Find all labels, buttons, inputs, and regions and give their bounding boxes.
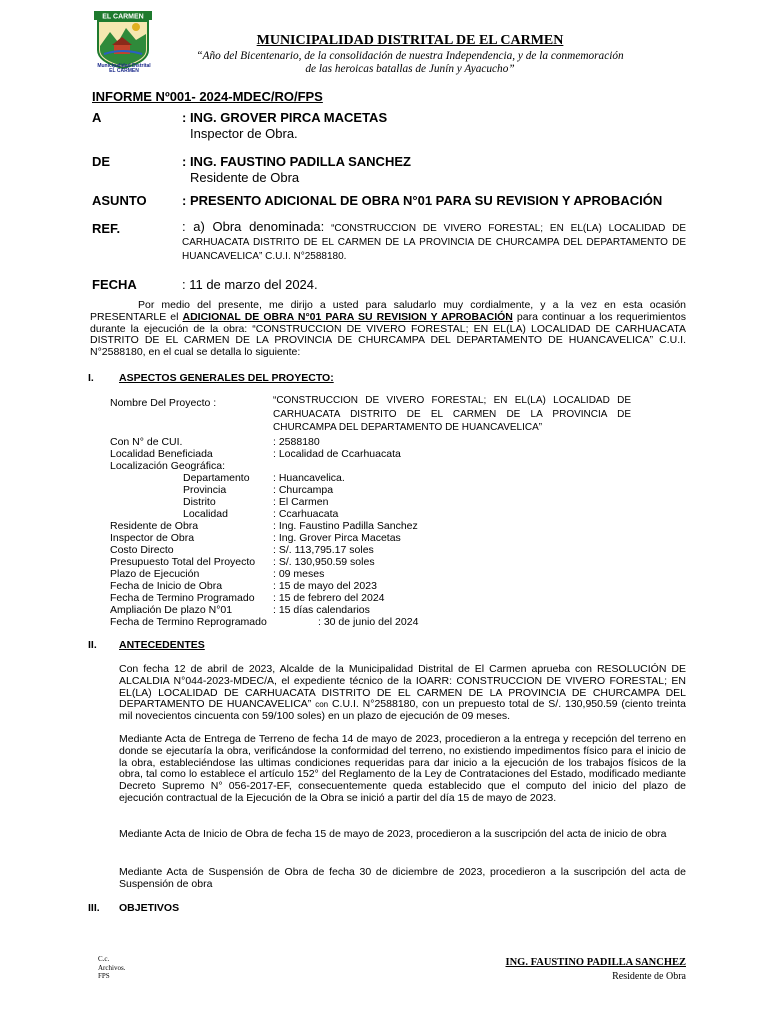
date-value: : 11 de marzo del 2024.: [182, 277, 318, 292]
detail-value: : Ccarhuacata: [273, 508, 339, 520]
detail-label: Distrito: [183, 496, 216, 508]
detail-value: : S/. 130,950.59 soles: [273, 556, 375, 568]
detail-value: : Huancavelica.: [273, 472, 345, 484]
document-header-motto: “Año del Bicentenario, de la consolidación de nuestra Independencia, y de la conmemoración de las heroicas batallas de Junín y Ayacucho”: [196, 50, 624, 75]
detail-label: Ampliación De plazo N°01: [110, 604, 233, 616]
detail-label: Fecha de Inicio de Obra: [110, 580, 223, 592]
detail-label: Localización Geográfica:: [110, 460, 225, 472]
section-2-title: ANTECEDENTES: [119, 639, 205, 651]
report-number: INFORME Nº001- 2024-MDEC/RO/FPS: [92, 89, 323, 104]
detail-label: Departamento: [183, 472, 250, 484]
intro-paragraph: Por medio del presente, me dirijo a usted para saludarlo muy cordialmente, y a la vez en esta ocasión PRESENTARLE el ADICIONAL DE OBRA N°01 PARA SU REVISION Y APROBACIÓN para continuar a los requerimientos durante la ejecución de la obra: “CONSTRUCCION DE VIVERO FORESTAL; EN EL(LA) LOCALIDAD DE CARHUACATA DISTRITO DE EL CARMEN DE LA PROVINCIA DE CHURCAMPA DEL DEPARTAMENTO DE HUANCAVELICA” C.U.I. N°2588180, en el cual se detalla lo siguiente:: [90, 299, 686, 359]
document-header-title: MUNICIPALIDAD DISTRITAL DE EL CARMEN: [256, 33, 564, 48]
detail-value: : Localidad de Ccarhuacata: [273, 448, 401, 460]
project-name-value: “CONSTRUCCION DE VIVERO FORESTAL; EN EL(LA) LOCALIDAD DE CARHUACATA DISTRITO DE EL CARMEN DE LA PROVINCIA DE CHURCAMPA DEL DEPARTAMENTO DE HUANCAVELICA”: [273, 395, 631, 433]
detail-value: : 09 meses: [273, 568, 325, 580]
detail-label: Costo Directo: [110, 544, 174, 556]
carbon-copy-note: C.c. Archivos. FPS: [98, 955, 126, 980]
detail-value: : 15 días calendarios: [273, 604, 370, 616]
date-label: FECHA: [92, 277, 137, 292]
from-label: DE: [92, 154, 111, 169]
detail-value: : Ing. Faustino Padilla Sanchez: [273, 520, 418, 532]
ref-value: : a) Obra denominada: “CONSTRUCCION DE VIVERO FORESTAL; EN EL(LA) LOCALIDAD DE CARHUACATA DISTRITO DE EL CARMEN DE LA PROVINCIA DE CHURCAMPA DEL DEPARTAMENTO DE HUANCAVELICA” C.U.I. N°2588180.: [182, 219, 687, 262]
detail-value: : Churcampa: [273, 484, 334, 496]
detail-value: : Ing. Grover Pirca Macetas: [273, 532, 401, 544]
section-1-number: I.: [88, 372, 94, 384]
background-paragraph-1: Con fecha 12 de abril de 2023, Alcalde de la Municipalidad Distrital de El Carmen aprueba con RESOLUCIÓN DE ALCALDIA N°044-2023-MDEC/A, el expediente técnico de la IOARR: CONSTRUCCION DE VIVERO FORESTAL; EN EL(LA) LOCALIDAD DE CARHUACATA DISTRITO DE EL CARMEN DE LA PROVINCIA DE CHURCAMPA DEL DEPARTAMENTO DE HUANCAVELICA” con C.U.I. N°2588180, con un prepuesto total de S/. 130,950.59 (ciento treinta mil novecientos cincuenta con 59/100 soles) en un plazo de ejecución de 09 meses.: [119, 663, 686, 723]
section-1-title: ASPECTOS GENERALES DEL PROYECTO:: [119, 372, 334, 384]
background-paragraph-4: Mediante Acta de Suspensión de Obra de fecha 30 de diciembre de 2023, procedieron a la suscripción del acta de Suspensión de obra: [119, 866, 686, 890]
from-role: Residente de Obra: [190, 170, 300, 185]
section-3-title: OBJETIVOS: [119, 902, 180, 914]
background-paragraph-2: Mediante Acta de Entrega de Terreno de fecha 14 de mayo de 2023, procedieron a la entrega y recepción del terreno en donde se ejecutaría la obra, verificándose la conformidad del terreno, no existiendo impedimentos físico para el inicio de la obra, estableciéndose las ultimas condiciones requeridas para dar inicio a la ejecución de los trabajos físicos de la obra, tal como lo establece el artículo 152° del Reglamento de la Ley de Contrataciones del Estado, modificado mediante Decreto Supremo N° 056-2017-EF, consecuentemente queda establecido que el computo del inicio del plazo de ejecución contractual de la Ejecución de la Obra se inició a partir del día 15 de mayo de 2023.: [119, 733, 686, 804]
logo-caption: Municipalidad Distrital EL CARMEN: [97, 63, 151, 74]
to-label: A: [92, 110, 102, 125]
detail-label: Provincia: [183, 484, 227, 496]
detail-label: Residente de Obra: [110, 520, 199, 532]
signature-role: Residente de Obra: [612, 971, 686, 982]
detail-value: : 15 de febrero del 2024: [273, 592, 385, 604]
subject-value: : PRESENTO ADICIONAL DE OBRA N°01 PARA SU REVISION Y APROBACIÓN: [182, 193, 663, 208]
detail-value: : S/. 113,795.17 soles: [273, 544, 374, 556]
background-paragraph-3: Mediante Acta de Inicio de Obra de fecha 15 de mayo de 2023, procedieron a la suscripción del acta de inicio de obra: [119, 828, 667, 840]
detail-value: : 15 de mayo del 2023: [273, 580, 377, 592]
to-name: : ING. GROVER PIRCA MACETAS: [182, 110, 388, 125]
detail-label: Localidad: [183, 508, 228, 520]
detail-value: : 30 de junio del 2024: [318, 616, 419, 628]
detail-label: Inspector de Obra: [110, 532, 195, 544]
subject-label: ASUNTO: [92, 193, 147, 208]
detail-label: Localidad Beneficiada: [110, 448, 213, 460]
section-2-number: II.: [88, 639, 97, 651]
detail-value: : El Carmen: [273, 496, 329, 508]
detail-label: Plazo de Ejecución: [110, 568, 200, 580]
to-role: Inspector de Obra.: [190, 126, 298, 141]
project-name-label: Nombre Del Proyecto :: [110, 397, 217, 409]
detail-value: : 2588180: [273, 436, 320, 448]
detail-label: Fecha de Termino Reprogramado: [110, 616, 267, 628]
detail-label: Con N° de CUI.: [110, 436, 183, 448]
detail-label: Presupuesto Total del Proyecto: [110, 556, 256, 568]
section-3-number: III.: [88, 902, 100, 914]
svg-text:EL CARMEN: EL CARMEN: [102, 13, 144, 21]
signature-name: ING. FAUSTINO PADILLA SANCHEZ: [505, 957, 686, 968]
ref-label: REF.: [92, 221, 121, 236]
detail-label: Fecha de Termino Programado: [110, 592, 255, 604]
from-name: : ING. FAUSTINO PADILLA SANCHEZ: [182, 154, 411, 169]
